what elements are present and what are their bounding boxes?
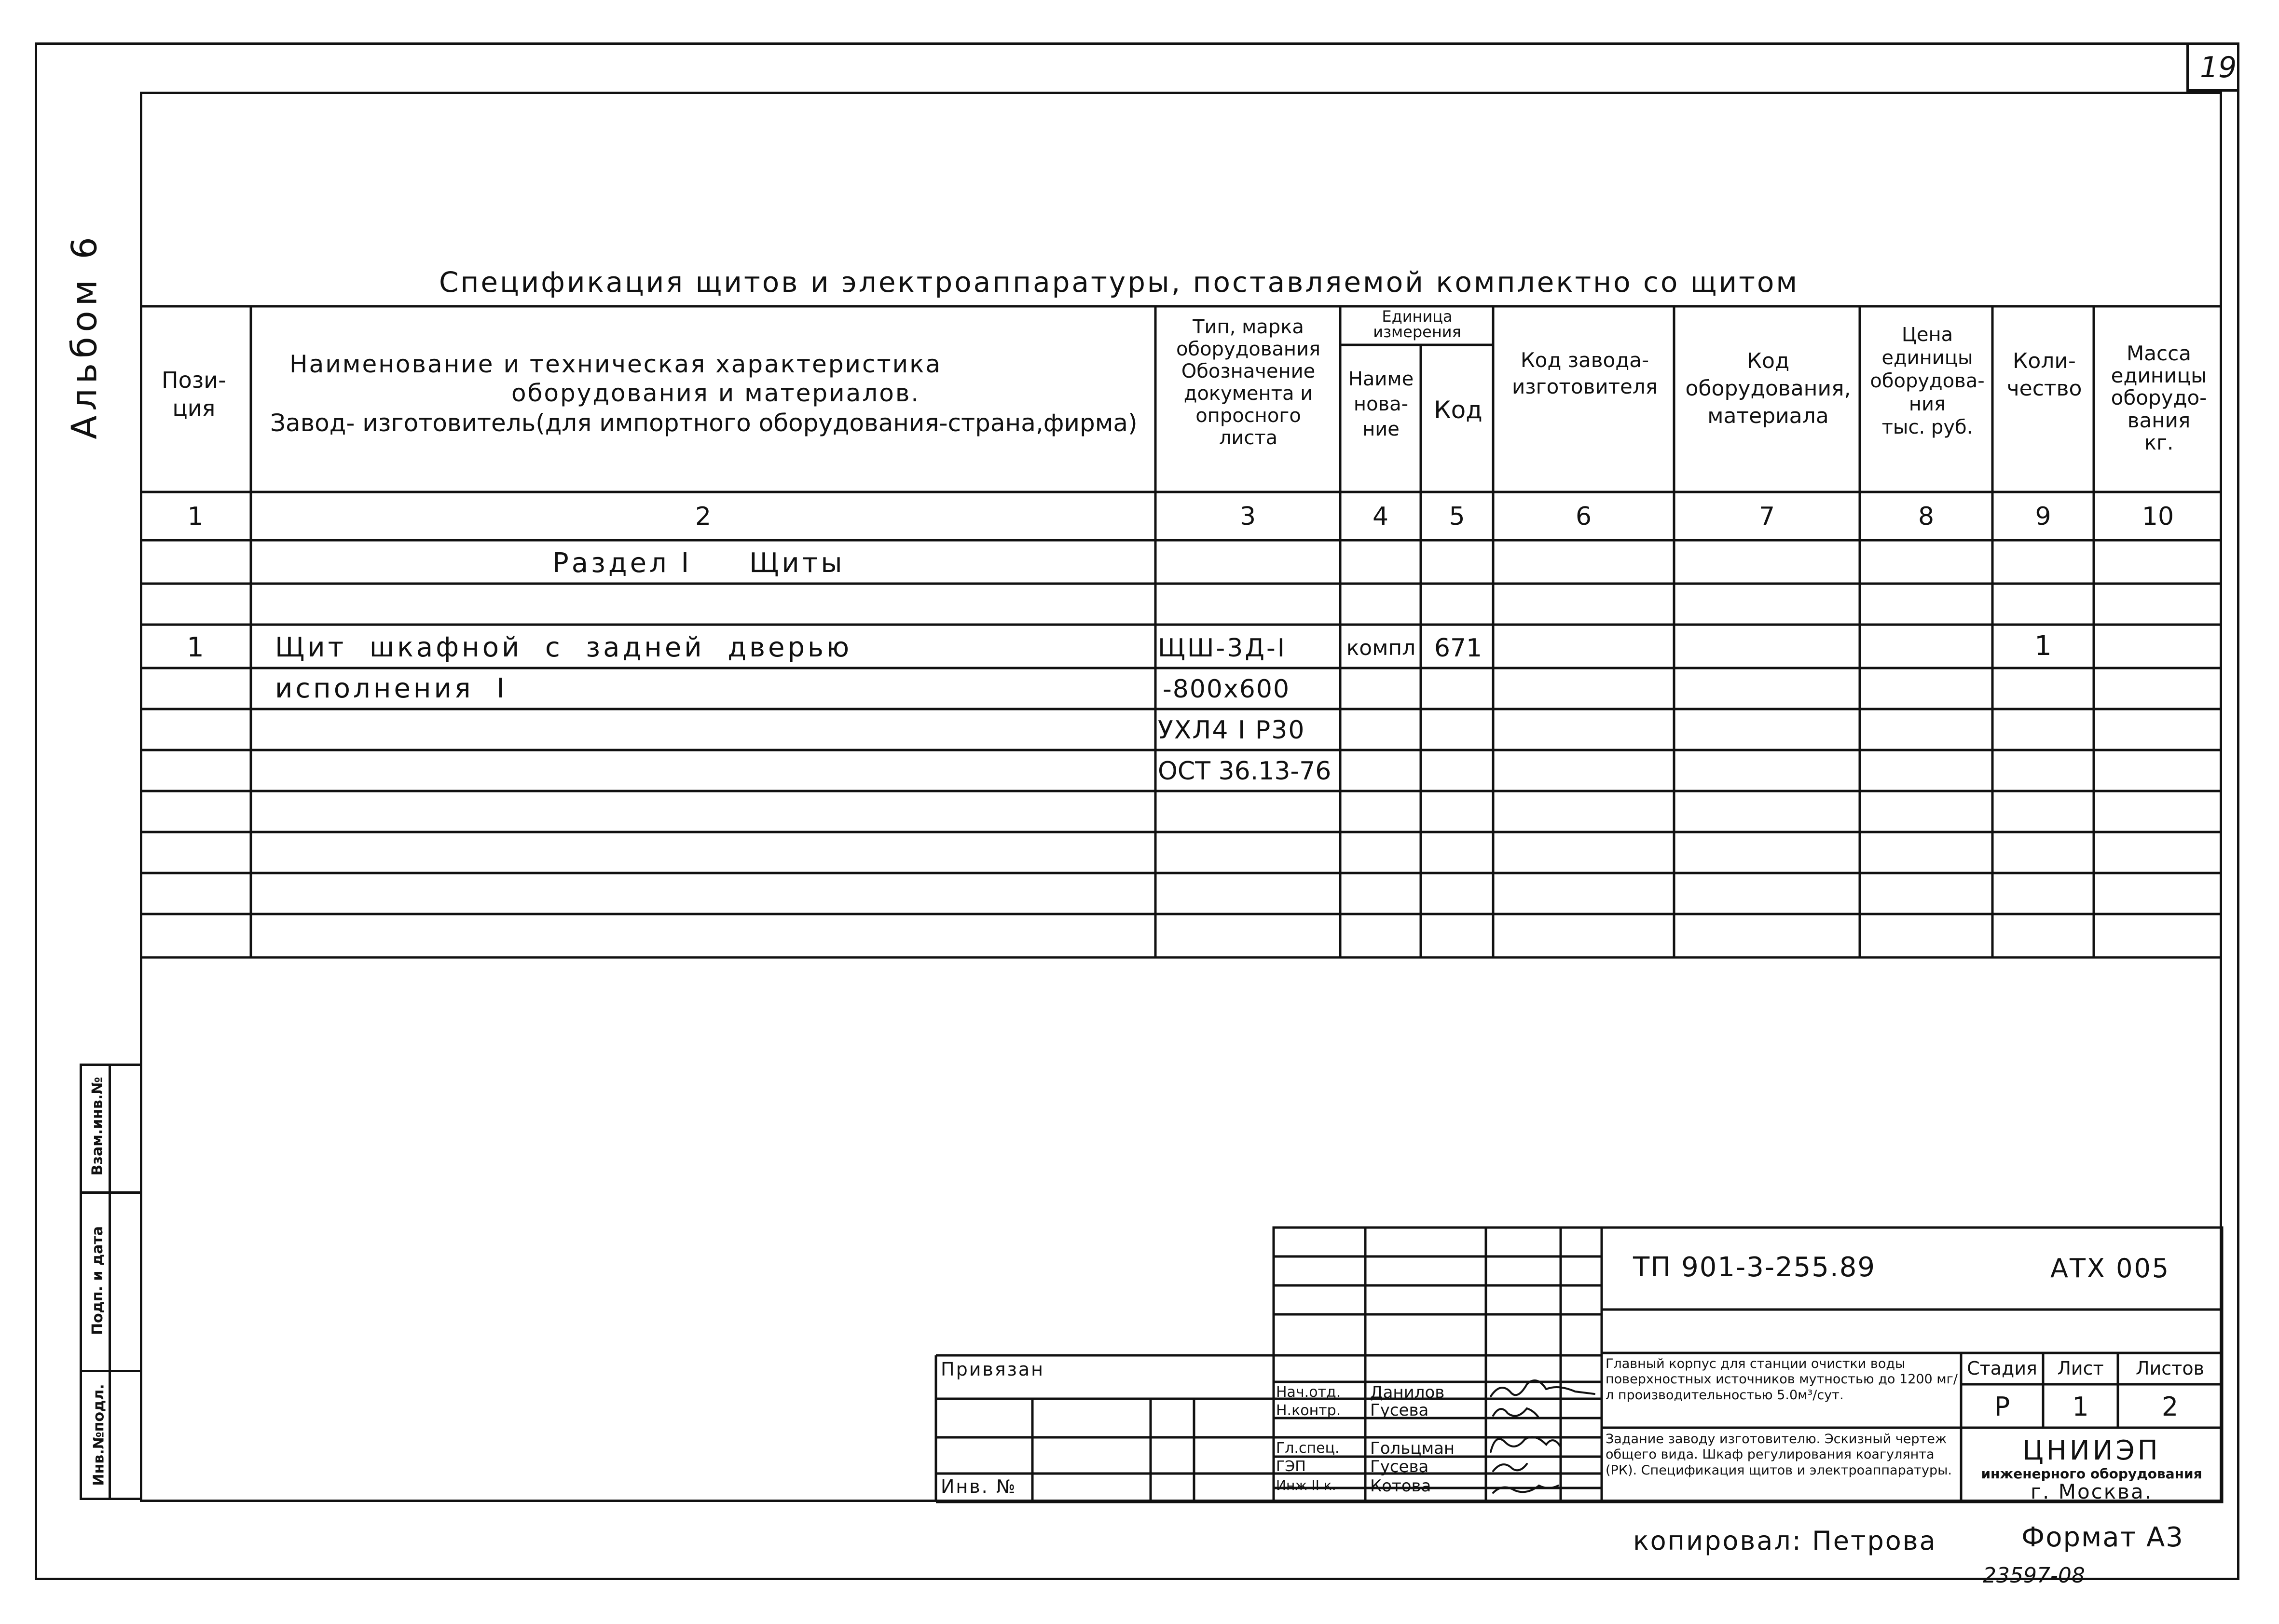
role-name: Гусева (1370, 1457, 1429, 1476)
doc-mark: АТХ 005 (2050, 1253, 2170, 1283)
side-stamp-inv: Инв.№подл. (90, 1384, 108, 1486)
org-name: ЦНИИЭП (2022, 1435, 2161, 1466)
header-unit-group: Единица измерения (1373, 307, 1461, 341)
stage-value: Р (1994, 1392, 2010, 1422)
role-name: Данилов (1370, 1383, 1445, 1402)
archive-number: 23597-08 (1983, 1563, 2085, 1588)
copied-by: копировал: Петрова (1633, 1526, 1937, 1556)
role-label: Инж II к. (1276, 1477, 1336, 1493)
item-quantity: 1 (2034, 630, 2052, 662)
item-type-3: УХЛ4 I Р30 (1158, 716, 1305, 745)
sheet-value: 1 (2072, 1392, 2089, 1422)
column-number: 6 (1575, 502, 1592, 531)
header-unit-code: Код (1434, 396, 1483, 424)
document-title: Спецификация щитов и электроаппаратуры, поставляемой комплектно со щитом (439, 266, 1799, 299)
item-unit-code: 671 (1434, 634, 1483, 663)
item-type-1: ЩШ-3Д-I (1158, 634, 1287, 663)
item-type-4: ОСТ 36.13-76 (1158, 757, 1332, 786)
signature-5 (1493, 1486, 1558, 1493)
column-number: 9 (2035, 502, 2051, 531)
role-label: Гл.спец. (1276, 1440, 1340, 1457)
column-number: 2 (695, 502, 712, 531)
role-name: Гольцман (1370, 1439, 1455, 1458)
header-plant-code: Код завода- изготовителя (1511, 348, 1658, 398)
column-number: 1 (187, 502, 204, 531)
section-heading: Раздел I Щиты (552, 547, 845, 579)
signature-1 (1491, 1380, 1594, 1396)
column-number: 4 (1372, 502, 1389, 531)
org-city: г. Москва. (2030, 1480, 2153, 1503)
sheet-label: Лист (2057, 1358, 2104, 1379)
inv-label: Инв. № (941, 1476, 1017, 1497)
sheet-number: 19 (2200, 51, 2237, 84)
header-name-line1: Наименование и техническая характеристика (289, 350, 942, 378)
bound-label: Привязан (941, 1359, 1044, 1380)
item-name-line1: Щит шкафной с задней дверью (275, 632, 852, 663)
project-title: Главный корпус для станции очистки воды поверхностных источников мутностью до 1200 мг/л производительностью 5.0м³/сут. (1606, 1356, 1958, 1403)
column-number: 3 (1239, 502, 1256, 531)
header-quantity: Коли- чество (2006, 349, 2082, 401)
signature-4 (1493, 1464, 1527, 1471)
side-stamp-sign: Подп. и дата (89, 1226, 107, 1336)
doc-code: ТП 901-3-255.89 (1633, 1252, 1876, 1283)
header-unit-name: Наиме нова- ние (1348, 368, 1414, 440)
header-name-line2: оборудования и материалов. (511, 379, 920, 407)
org-sub: инженерного оборудования (1981, 1466, 2202, 1482)
item-name-line2: исполнения I (275, 673, 508, 704)
column-number: 7 (1758, 502, 1775, 531)
sheets-value: 2 (2161, 1392, 2179, 1422)
header-name-line3: Завод- изготовитель(для импортного оборудования-страна,фирма) (270, 409, 1138, 437)
column-number: 5 (1449, 502, 1465, 531)
header-equipment-code: Код оборудования, материала (1685, 349, 1851, 429)
role-label: ГЭП (1276, 1458, 1306, 1475)
signature-3 (1491, 1437, 1561, 1452)
side-stamp-replace: Взам.инв.№ (89, 1077, 106, 1176)
album-label: Альбом 6 (64, 232, 105, 439)
column-number: 8 (1918, 502, 1935, 531)
stage-label: Стадия (1967, 1358, 2037, 1379)
role-name: Гусева (1370, 1401, 1429, 1420)
item-position: 1 (187, 632, 204, 663)
role-label: Н.контр. (1276, 1402, 1341, 1419)
header-position: Пози- ция (162, 367, 226, 421)
role-name: Котова (1370, 1476, 1431, 1496)
header-mass: Масса единицы оборудо- вания кг. (2111, 341, 2207, 454)
header-price: Цена единицы оборудова- ния тыс. руб. (1870, 324, 1985, 438)
format-label: Формат А3 (2021, 1522, 2184, 1553)
signature-2 (1493, 1408, 1539, 1418)
sheet-title: Задание заводу изготовителю. Эскизный чертеж общего вида. Шкаф регулирования коагулянта (РК). Спецификация щитов и электроаппаратуры. (1606, 1432, 1952, 1478)
role-label: Нач.отд. (1276, 1384, 1341, 1401)
item-type-2: -800x600 (1163, 675, 1291, 704)
column-number: 10 (2142, 502, 2174, 531)
sheets-label: Листов (2136, 1358, 2204, 1379)
item-unit: компл (1346, 636, 1416, 660)
header-type: Тип, марка оборудования Обозначение документа и опросного листа (1176, 316, 1321, 449)
